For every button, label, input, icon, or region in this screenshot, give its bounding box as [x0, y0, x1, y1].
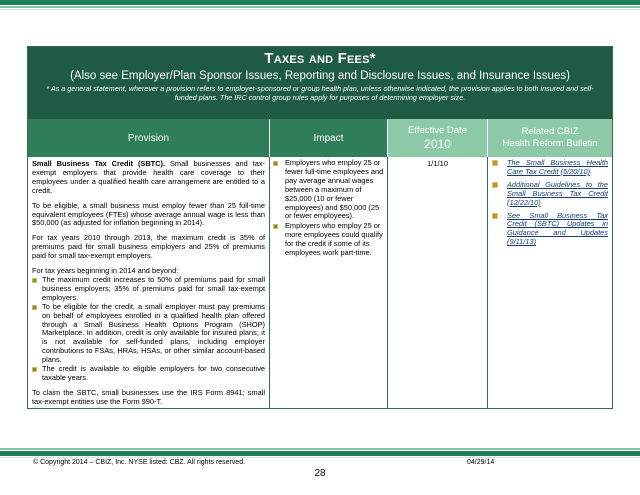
provision-eligibility: To be eligible, a small business must employ fewer than 25 full-time equivalent employees (FTEs) whose average annual wage is less than $50,000 (as adjusted for inflation beginning in 2014). [32, 200, 265, 228]
table-header-row [28, 119, 612, 157]
header-impact: Impact [270, 119, 388, 157]
taxes-and-fees-table [27, 46, 613, 409]
bullet-square-icon [492, 160, 498, 166]
impact-list [273, 159, 384, 258]
bullet-square-icon [273, 224, 278, 229]
provision-2014-list [32, 276, 265, 383]
list-item: The maximum credit increases to 50% of premiums paid for small business employers; 35% of premiums paid for small tax-exempt employers. [32, 276, 265, 303]
provision-2014-intro: For tax years beginning in 2014 and beyond: [32, 266, 179, 276]
bullet-square-icon [492, 213, 498, 219]
bullet-square-icon [492, 182, 498, 188]
list-item: To be eligible for the credit, a small employer must pay premiums on behalf of employees enrolled in a qualified health plan offered through a Small Business Health Options Program (SHOP) Marketplace. In addition, credit is only available for insured plans; it is not available for self-funded plans, including employer contributions to FSAs, HRAs, HSAs, or other similar account-based plans. [32, 303, 265, 365]
table-row [28, 157, 612, 408]
provision-max-credit: For tax years 2010 through 2013, the maximum credit is 35% of premiums paid for small business employers and 25% of premiums paid for small tax-exempt employers. [32, 233, 265, 261]
list-item: The credit is available to eligible employers for two consecutive taxable years. [32, 365, 265, 383]
bulletin-link[interactable]: Additional Guidelines to the Small Business Tax Credit (12/22/10) [492, 181, 608, 208]
related-bulletin-list [492, 159, 608, 247]
footer-date: 04/29/14 [467, 459, 495, 466]
bullet-square-icon [32, 278, 37, 283]
bullet-square-icon [32, 305, 37, 310]
top-decorative-rule [0, 0, 640, 10]
effective-date-cell [388, 157, 488, 408]
impact-cell [270, 157, 388, 408]
general-note: * As a general statement, wherever a provision refers to employer-sponsored or group health plan, unless otherwise indicated, the provision applies to both insured and self-funded plans. The IRC control group rules apply for purposes of determining employer size. [46, 84, 594, 102]
list-item: Employers who employ 25 or more employees could qualify for the credit if some of its employees work part-time. [273, 222, 384, 258]
related-bulletin-cell [488, 157, 612, 408]
title-band [28, 47, 612, 119]
page-title: Taxes and Fees* [264, 50, 376, 67]
header-provision: Provision [28, 119, 270, 157]
header-related-bulletin: Related CBIZ Health Reform Bulletin [488, 119, 612, 157]
header-effective-date: Effective Date 2010 [388, 119, 488, 157]
bullet-square-icon [32, 367, 37, 372]
page-number: 28 [314, 468, 326, 479]
bullet-square-icon [273, 161, 278, 166]
provision-cell [28, 157, 270, 408]
provision-intro: Small Business Tax Credit (SBTC). Small businesses and tax-exempt employers that provide health care coverage to their employees under a qualified health care arrangement are entitled to a credit. [32, 159, 265, 195]
bulletin-link[interactable]: See Small Business Tax Credit (SBTC) Updates in Guidance and Updates (9/11/13) [492, 212, 608, 248]
footer-copyright: © Copyright 2014 – CBIZ, Inc. NYSE listed: CBZ. All rights reserved. [33, 459, 246, 466]
list-item: Employers who employ 25 or fewer full-time employees and pay average annual wages between a maximum of $25,000 (10 or fewer employees) and $50,000 (25 or fewer employees). [273, 159, 384, 221]
header-effective-year: 2010 [424, 137, 451, 151]
bottom-decorative-rule [0, 448, 640, 458]
provision-claim: To claim the SBTC, small businesses use the IRS Form 8941; small tax-exempt entities use the Form 990-T. [32, 387, 265, 406]
page-subtitle: (Also see Employer/Plan Sponsor Issues, Reporting and Disclosure Issues, and Insurance Issues) [70, 70, 570, 82]
bulletin-link[interactable]: The Small Business Health Care Tax Credit (5/20/10) [492, 159, 608, 177]
effective-date-value: 1/1/10 [426, 159, 449, 168]
